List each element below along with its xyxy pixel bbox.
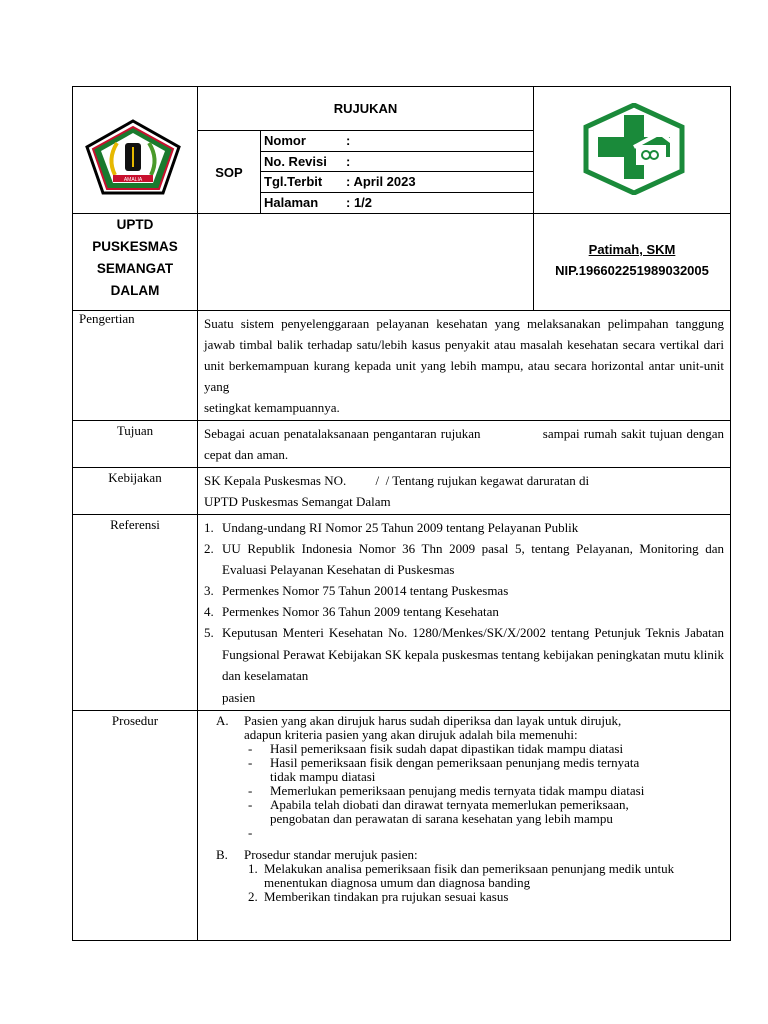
- regency-emblem-icon: [85, 119, 181, 195]
- field-key: No. Revisi: [264, 153, 327, 169]
- list-item: [204, 862, 704, 890]
- item-number: 3.: [204, 583, 214, 598]
- field-key: Tgl.Terbit: [264, 174, 323, 190]
- list-item: [204, 890, 704, 904]
- list-item: [204, 742, 684, 756]
- item-number: 2.: [248, 888, 258, 904]
- list-item: [204, 538, 724, 580]
- item-text: Melakukan analisa pemeriksaan fisik dan pemeriksaan penunjang medik untuk menentukan diagnosa umum dan diagnosa banding: [264, 860, 675, 890]
- signature-block: [534, 214, 731, 311]
- label-referensi: Referensi: [73, 515, 198, 711]
- item-dash: -: [248, 782, 253, 798]
- blank-cell: [198, 214, 534, 311]
- title-block: [198, 87, 534, 214]
- prosedur-section-a: [204, 714, 724, 742]
- list-item: [204, 580, 724, 601]
- item-number: 1.: [204, 520, 214, 535]
- sop-document: [72, 86, 730, 941]
- field-value: : 1/2: [346, 195, 373, 211]
- label-pengertian: Pengertian: [73, 311, 198, 421]
- sop-table: [72, 86, 731, 941]
- org-line: PUSKESMAS: [92, 239, 178, 254]
- item-number: 1.: [248, 860, 258, 876]
- org-line: DALAM: [110, 283, 160, 298]
- emblem-ribbon-text: AMALIA: [123, 177, 143, 183]
- field-tgl-terbit: [261, 172, 533, 193]
- item-text: Undang-undang RI Nomor 25 Tahun 2009 tentang Pelayanan Publik: [222, 520, 579, 535]
- item-text: Apabila telah diobati dan dirawat ternyata memerlukan pemeriksaan, pengobatan dan perawatan di sarana kesehatan yang lebih mampu: [270, 796, 629, 826]
- field-value: :: [346, 153, 351, 169]
- section-text: Prosedur standar merujuk pasien:: [244, 846, 418, 862]
- tujuan-text: Sebagai acuan penatalaksanaan pengantaran rujukan sampai rumah sakit tujuan dengan cepat dan aman.: [198, 421, 731, 468]
- list-item: [204, 756, 684, 784]
- item-text: Hasil pemeriksaan fisik sudah dapat dipastikan tidak mampu diatasi: [270, 740, 624, 756]
- pengertian-paragraph-end: setingkat kemampuannya.: [204, 400, 340, 415]
- label-kebijakan: Kebijakan: [73, 468, 198, 515]
- list-item: [204, 517, 724, 538]
- item-text: Permenkes Nomor 36 Tahun 2009 tentang Kesehatan: [222, 604, 499, 619]
- section-text: Pasien yang akan dirujuk harus sudah diperiksa dan layak untuk dirujuk, adapun kriteria pasien yang akan dirujuk adalah bila memenuhi:: [244, 712, 622, 742]
- item-number: [204, 687, 222, 708]
- referensi-list: [198, 515, 731, 711]
- puskesmas-logo-cell: [534, 87, 731, 214]
- list-item: [204, 784, 684, 798]
- document-title: RUJUKAN: [198, 87, 533, 131]
- field-halaman: [261, 193, 533, 214]
- field-no-revisi: [261, 152, 533, 173]
- sop-label: SOP: [198, 131, 261, 213]
- list-item: [204, 687, 724, 708]
- label-prosedur: Prosedur: [73, 710, 198, 940]
- org-line: SEMANGAT: [96, 261, 174, 276]
- signer-nip: NIP.196602251989032005: [555, 263, 709, 278]
- prosedur-section-b: [204, 848, 724, 862]
- org-line: UPTD: [116, 217, 154, 232]
- list-item: [204, 798, 684, 826]
- item-dash: -: [248, 824, 253, 840]
- item-text: UU Republik Indonesia Nomor 36 Thn 2009 pasal 5, tentang Pelayanan, Monitoring dan Evaluasi Pelayanan Kesehatan di Puskesmas: [222, 541, 724, 577]
- field-value: : April 2023: [346, 174, 416, 190]
- kebijakan-line: UPTD Puskesmas Semangat Dalam: [204, 494, 391, 509]
- item-number: 2.: [204, 541, 214, 556]
- regency-logo-cell: [73, 87, 198, 214]
- label-tujuan: Tujuan: [73, 421, 198, 468]
- prosedur-content: [198, 710, 731, 940]
- pengertian-text: [198, 311, 731, 421]
- item-text: Memberikan tindakan pra rujukan sesuai kasus: [264, 888, 509, 904]
- list-item: [204, 601, 724, 622]
- signer-name: Patimah, SKM: [588, 242, 676, 257]
- kebijakan-text: [198, 468, 731, 515]
- item-dash: -: [248, 740, 253, 756]
- organization-name: [73, 214, 198, 311]
- section-letter: A.: [216, 712, 229, 728]
- kebijakan-line: SK Kepala Puskesmas NO. / / Tentang rujukan kegawat daruratan di: [204, 473, 590, 488]
- section-letter: B.: [216, 846, 228, 862]
- pengertian-paragraph: Suatu sistem penyelenggaraan pelayanan kesehatan yang melaksanakan pelimpahan tanggung jawab timbal balik terhadap satu/lebih kasus penyakit atau masalah kesehatan secara vertikal dari unit berkemampuan kurang kepada unit yang lebih mampu, atau secara horizontal antar unit-unit yang: [204, 316, 724, 394]
- list-item: [204, 622, 724, 687]
- item-text: pasien: [222, 689, 256, 705]
- field-nomor: [261, 131, 533, 152]
- item-dash: -: [248, 796, 253, 812]
- item-text: Permenkes Nomor 75 Tahun 20014 tentang Puskesmas: [222, 583, 509, 598]
- field-value: :: [346, 133, 351, 149]
- item-number: 5.: [204, 625, 214, 640]
- item-text: Keputusan Menteri Kesehatan No. 1280/Menkes/SK/X/2002 tentang Petunjuk Teknis Jabatan Fungsional Perawat Kebijakan SK kepala puskesmas tentang kebijakan peningkatan mutu klinik dan keselamatan: [222, 625, 724, 683]
- field-key: Halaman: [264, 195, 319, 211]
- item-text: Memerlukan pemeriksaan penujang medis ternyata tidak mampu diatasi: [270, 782, 645, 798]
- puskesmas-cross-icon: [582, 103, 686, 195]
- item-dash: -: [248, 754, 253, 770]
- field-key: Nomor: [264, 133, 306, 149]
- item-number: 4.: [204, 604, 214, 619]
- item-text: Hasil pemeriksaan fisik dengan pemeriksaan penunjang medis ternyata tidak mampu diatasi: [270, 754, 640, 784]
- list-item: [204, 826, 684, 840]
